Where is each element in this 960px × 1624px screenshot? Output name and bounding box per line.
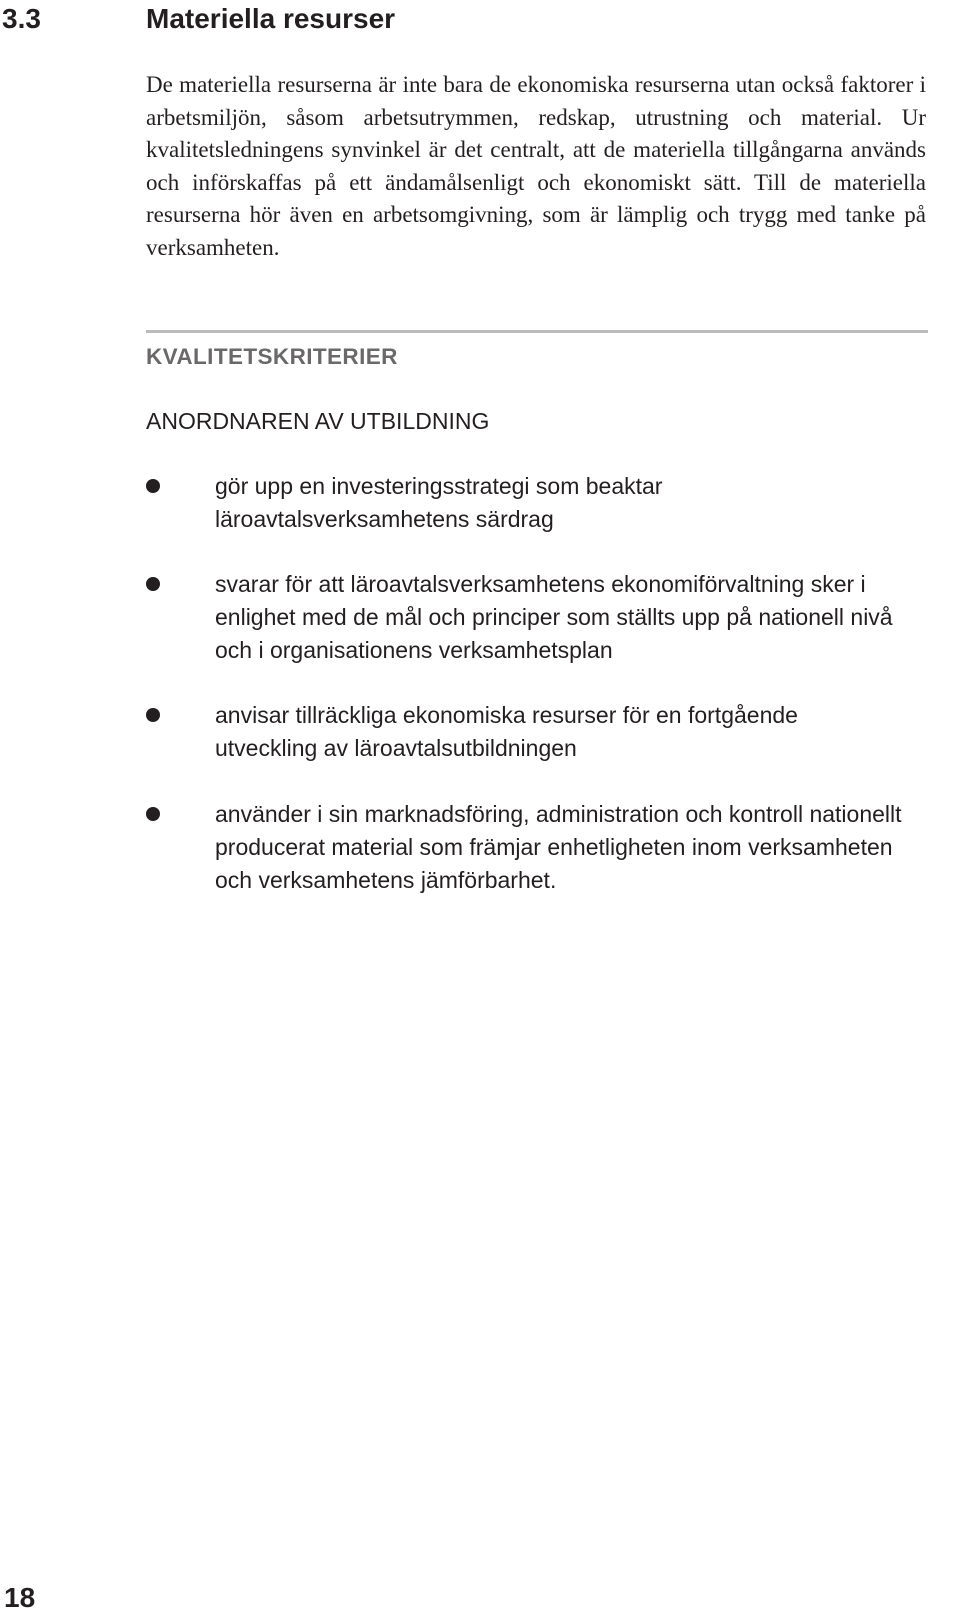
- criteria-item-text: använder i sin marknadsföring, administration och kontroll nationellt producerat material som främjar enhetligheten inom verksamheten och verksamhetens jämförbarhet.: [215, 801, 902, 893]
- criteria-heading: KVALITETSKRITERIER: [146, 344, 398, 369]
- bullet-dot-icon: [146, 708, 160, 722]
- section-title: Materiella resurser: [146, 3, 396, 34]
- criteria-item-text: anvisar tillräckliga ekonomiska resurser för en fortgående utveckling av läroavtalsutbildningen: [215, 702, 798, 761]
- section-number: 3.3: [2, 3, 41, 34]
- bullet-dot-icon: [146, 807, 160, 821]
- intro-paragraph: De materiella resurserna är inte bara de ekonomiska resurserna utan också faktorer i arbetsmiljön, såsom arbetsutrymmen, redskap, utrustning och material. Ur kvalitetsledningens synvinkel är det centralt, att de materiella tillgångarna används och införskaffas på ett ändamålsenligt och ekonomiskt sätt. Till de materiella resurserna hör även en arbetsomgivning, som är lämplig och trygg med tanke på verksamheten.: [146, 72, 926, 260]
- section-divider: [146, 330, 928, 333]
- page-number: 18: [4, 1582, 36, 1613]
- criteria-item-text: gör upp en investeringsstrategi som beaktar läroavtalsverksamhetens särdrag: [215, 473, 663, 532]
- organizer-subheading: ANORDNAREN AV UTBILDNING: [146, 408, 490, 434]
- bullet-dot-icon: [146, 577, 160, 591]
- bullet-dot-icon: [146, 479, 160, 493]
- criteria-item-text: svarar för att läroavtalsverksamhetens ekonomiförvaltning sker i enlighet med de mål och principer som ställts upp på nationell nivå och i organisationens verksamhetsplan: [215, 571, 893, 663]
